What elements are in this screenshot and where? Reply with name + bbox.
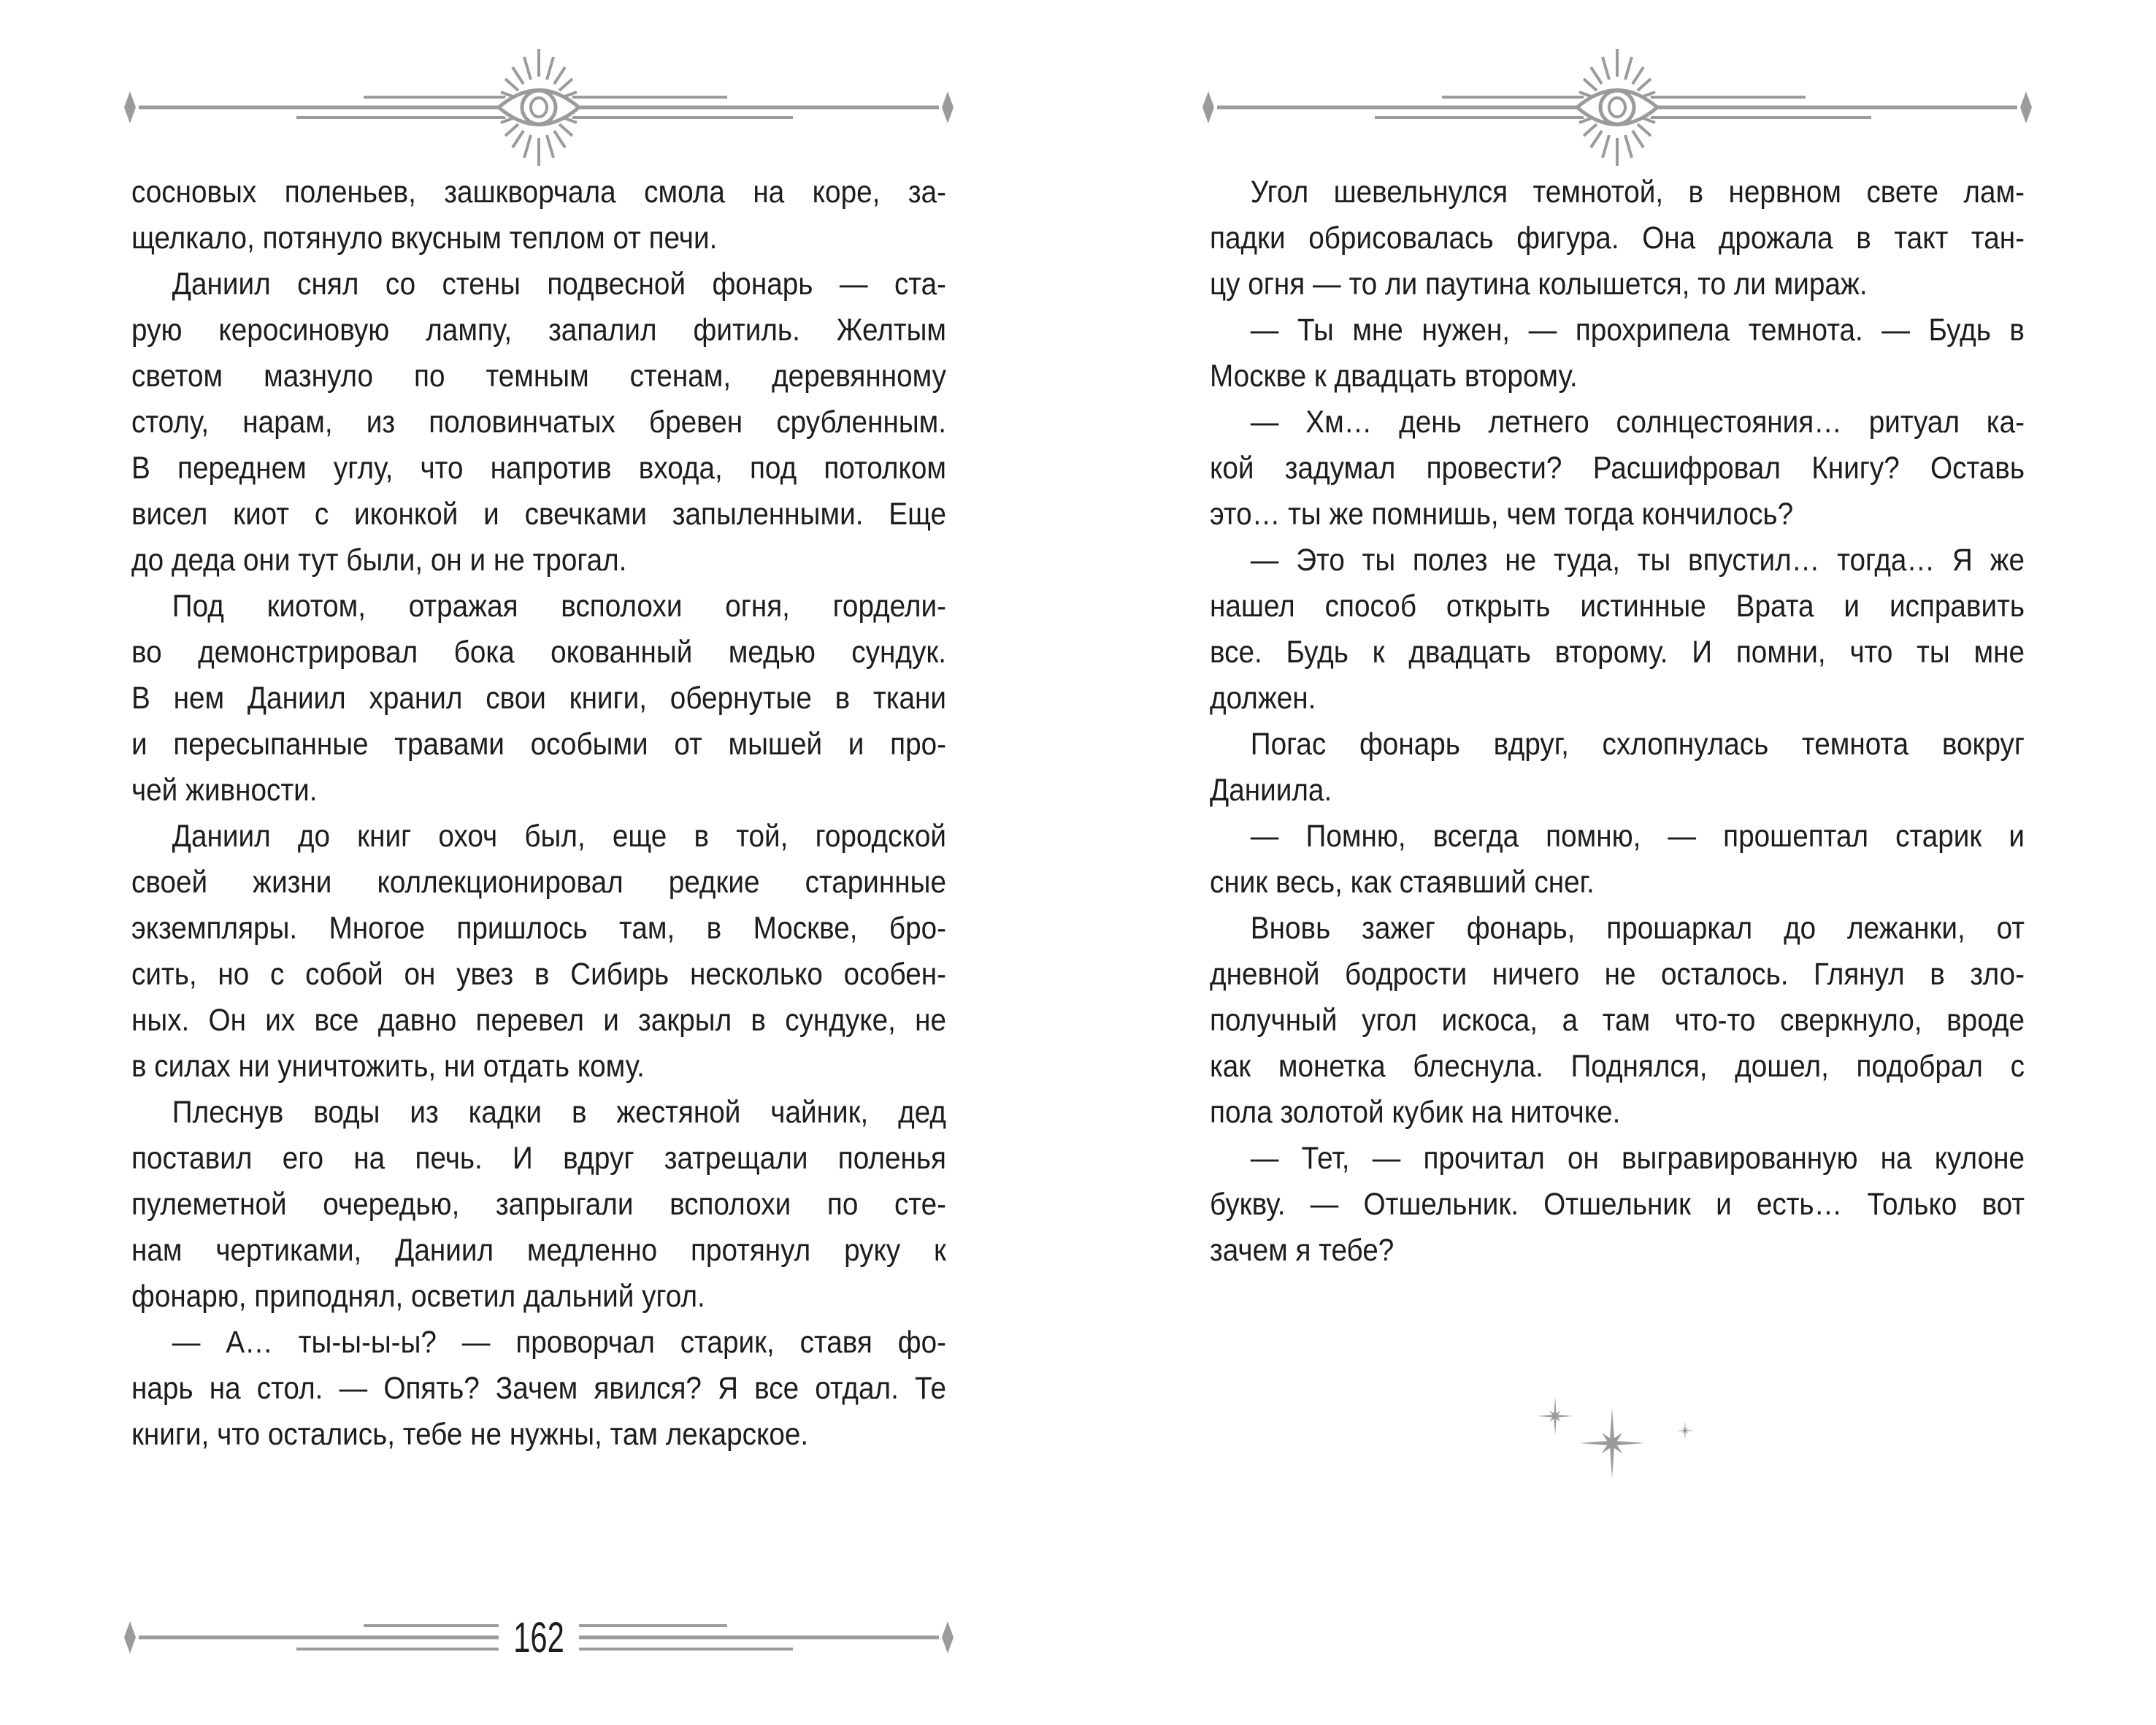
text-line: столу, нарам, из половинчатых бревен срубленным. bbox=[131, 405, 946, 440]
paragraph bbox=[1210, 169, 2025, 307]
text-line: висел киот с иконкой и свечками запыленными. Еще bbox=[131, 497, 946, 532]
paragraph bbox=[131, 261, 946, 584]
text-line: и пересыпанные травами особыми от мышей и про- bbox=[131, 727, 946, 762]
text-line: в силах ни уничтожить, ни отдать кому. bbox=[131, 1049, 645, 1084]
text-line: пола золотой кубик на ниточке. bbox=[1210, 1095, 1621, 1130]
sparkle-stars-icon bbox=[1503, 1387, 1751, 1548]
text-line: нарь на стол. — Опять? Зачем явился? Я все отдал. Те bbox=[131, 1371, 946, 1406]
text-line: своей жизни коллекционировал редкие старинные bbox=[131, 865, 946, 900]
paragraph bbox=[1210, 1136, 2025, 1274]
paragraph bbox=[1210, 307, 2025, 399]
paragraph bbox=[131, 814, 946, 1090]
text-line: во демонстрировал бока окованный медью сундук. bbox=[131, 635, 946, 670]
text-line: книги, что остались, тебе не нужны, там лекарское. bbox=[131, 1417, 809, 1452]
text-line: Москве к двадцать второму. bbox=[1210, 359, 1578, 394]
text-line: Плеснув воды из кадки в жестяной чайник, дед bbox=[172, 1095, 946, 1130]
text-line: — Ты мне нужен, — прохрипела темнота. — Будь в bbox=[1250, 313, 2025, 348]
text-line: как монетка блеснула. Поднялся, дошел, подобрал с bbox=[1210, 1049, 2025, 1084]
text-line: должен. bbox=[1210, 681, 1316, 716]
page-text-right bbox=[1210, 169, 2025, 1274]
text-line: В нем Даниил хранил свои книги, обернутые в ткани bbox=[131, 681, 946, 716]
paragraph bbox=[1210, 722, 2025, 814]
paragraph bbox=[1210, 906, 2025, 1136]
text-line: кой задумал провести? Расшифровал Книгу? Оставь bbox=[1210, 451, 2025, 486]
text-line: дневной бодрости ничего не осталось. Глянул в зло- bbox=[1210, 957, 2025, 992]
text-line: ных. Он их все давно перевел и закрыл в сундуке, не bbox=[131, 1003, 946, 1038]
text-line: — Помню, всегда помню, — прошептал старик и bbox=[1250, 819, 2025, 854]
text-line: В переднем углу, что напротив входа, под потолком bbox=[131, 451, 946, 486]
text-line: получный угол искоса, а там что-то сверкнуло, вроде bbox=[1210, 1003, 2025, 1038]
paragraph bbox=[131, 584, 946, 814]
text-line: Даниила. bbox=[1210, 773, 1332, 808]
paragraph bbox=[1210, 399, 2025, 538]
text-line: зачем я тебе? bbox=[1210, 1233, 1395, 1268]
text-line: — Это ты полез не туда, ты впустил… тогда… Я же bbox=[1250, 543, 2025, 578]
paragraph bbox=[1210, 814, 2025, 906]
paragraph bbox=[131, 1320, 946, 1458]
text-line: рую керосиновую лампу, запалил фитиль. Желтым bbox=[131, 313, 946, 348]
text-line: цу огня — то ли паутина колышется, то ли мираж. bbox=[1210, 267, 1868, 302]
text-line: — Тет, — прочитал он выгравированную на кулоне bbox=[1250, 1141, 2025, 1176]
text-line: щелкало, потянуло вкусным теплом от печи. bbox=[131, 221, 718, 256]
text-line: сосновых поленьев, зашкворчала смола на коре, за- bbox=[131, 175, 946, 210]
eye-divider-icon bbox=[1179, 44, 2055, 171]
text-line: нам чертиками, Даниил медленно протянул руку к bbox=[131, 1233, 946, 1268]
paragraph bbox=[131, 169, 946, 261]
text-line: сник весь, как стаявший снег. bbox=[1210, 865, 1595, 900]
text-line: фонарю, приподнял, осветил дальний угол. bbox=[131, 1279, 705, 1314]
text-line: поставил его на печь. И вдруг затрещали поленья bbox=[131, 1141, 946, 1176]
paragraph bbox=[1210, 538, 2025, 722]
text-line: экземпляры. Многое пришлось там, в Москве, бро- bbox=[131, 911, 946, 946]
text-line: это… ты же помнишь, чем тогда кончилось? bbox=[1210, 497, 1794, 532]
eye-divider-icon bbox=[101, 44, 977, 171]
text-line: — Хм… день летнего солнцестояния… ритуал ка- bbox=[1250, 405, 2025, 440]
paragraph bbox=[131, 1090, 946, 1320]
text-line: Под киотом, отражая всполохи огня, гордели- bbox=[172, 589, 946, 624]
text-line: нашел способ открыть истинные Врата и исправить bbox=[1210, 589, 2025, 624]
text-line: пулеметной очередью, запрыгали всполохи по сте- bbox=[131, 1187, 946, 1222]
text-line: букву. — Отшельник. Отшельник и есть… Только вот bbox=[1210, 1187, 2025, 1222]
text-line: все. Будь к двадцать второму. И помни, что ты мне bbox=[1210, 635, 2025, 670]
page-right bbox=[1078, 0, 2156, 1725]
page-text-left bbox=[131, 169, 946, 1458]
text-line: Погас фонарь вдруг, схлопнулась темнота вокруг bbox=[1250, 727, 2025, 762]
page-number: 162 bbox=[513, 1614, 564, 1661]
text-line: Вновь зажег фонарь, прошаркал до лежанки, от bbox=[1250, 911, 2025, 946]
text-line: Даниил снял со стены подвесной фонарь — ста- bbox=[172, 267, 946, 302]
text-line: — А… ты-ы-ы-ы? — проворчал старик, ставя фо- bbox=[172, 1325, 946, 1360]
text-line: светом мазнуло по темным стенам, деревянному bbox=[131, 359, 946, 394]
text-line: сить, но с собой он увез в Сибирь несколько особен- bbox=[131, 957, 946, 992]
text-line: до деда они тут были, он и не трогал. bbox=[131, 543, 627, 578]
text-line: чей живности. bbox=[131, 773, 318, 808]
text-line: падки обрисовалась фигура. Она дрожала в такт тан- bbox=[1210, 221, 2025, 256]
text-line: Даниил до книг охоч был, еще в той, городской bbox=[172, 819, 946, 854]
text-line: Угол шевельнулся темнотой, в нервном свете лам- bbox=[1250, 175, 2025, 210]
